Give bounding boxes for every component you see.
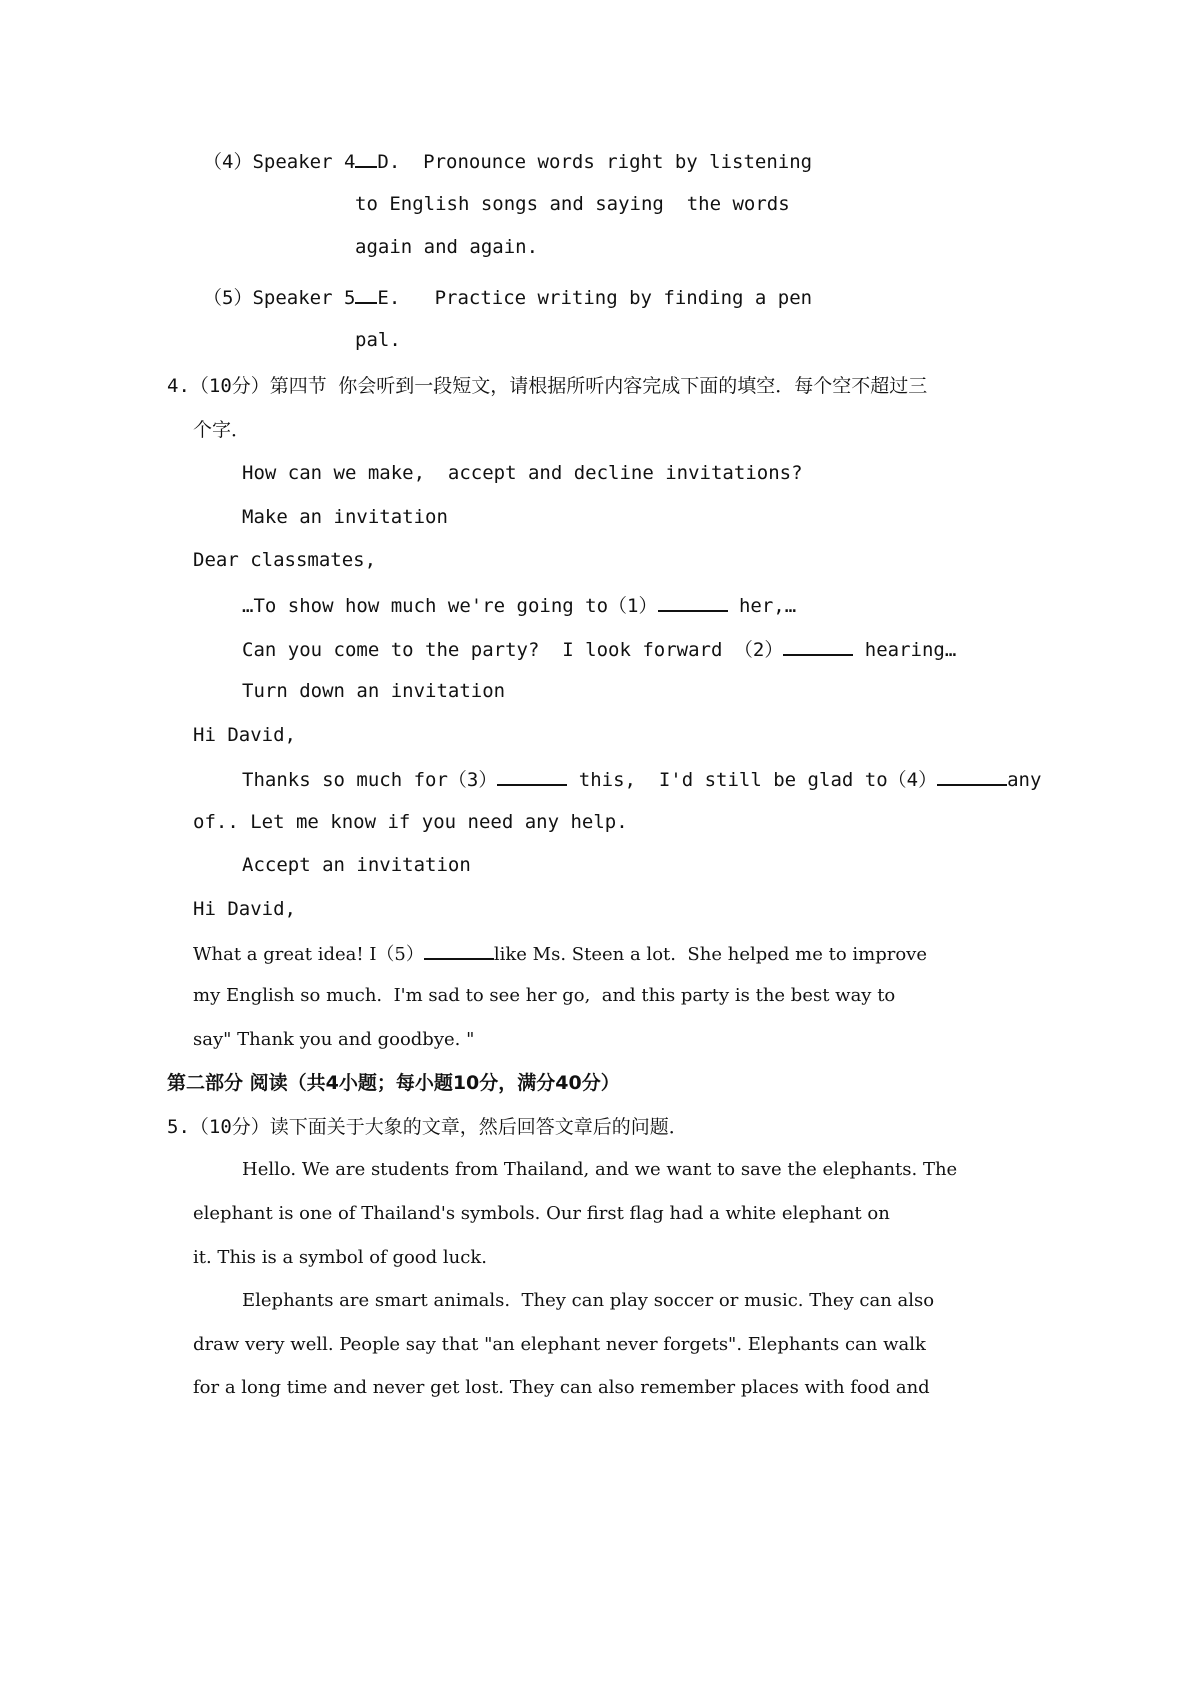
answer-blank-1[interactable] [658, 592, 728, 612]
part2-heading: 第二部分 阅读（共4小题；每小题10分，满分40分） [167, 1072, 620, 1094]
speaker4-label: （4）Speaker 4 [203, 151, 356, 173]
q5-header: 5.（10分）读下面关于大象的文章，然后回答文章后的问题． [167, 1116, 688, 1138]
speaker4-option-letter: D. [377, 151, 401, 173]
q4-line-5-pre: What a great idea! I（5） [193, 944, 424, 965]
q4-header-line2: 个字． [193, 419, 251, 441]
answer-blank-2[interactable] [783, 636, 853, 656]
answer-blank-3[interactable] [497, 766, 567, 786]
q4-header-line1: 4.（10分）第四节 你会听到一段短文，请根据所听内容完成下面的填空．每个空不超过三 [167, 375, 928, 397]
speaker5-option-text: Practice writing by finding a pen [434, 287, 813, 309]
turn-down-heading: Turn down an invitation [242, 680, 506, 702]
q4-line-2-post: hearing… [853, 639, 957, 661]
speaker4-line [203, 148, 812, 174]
dear-classmates: Dear classmates, [193, 549, 377, 571]
speaker5-option-letter: E. [377, 287, 401, 309]
hi-david-1: Hi David, [193, 724, 296, 746]
q5-p2-line3: for a long time and never get lost. They can also remember places with food and [193, 1377, 930, 1398]
q4-line-7: say" Thank you and goodbye. " [193, 1029, 475, 1050]
answer-blank-5[interactable] [424, 940, 494, 960]
accept-heading: Accept an invitation [242, 854, 471, 876]
speaker5-line [203, 284, 812, 310]
q4-title: How can we make, accept and decline invitations? [242, 462, 803, 484]
speaker5-option-line2: pal. [355, 329, 401, 351]
speaker4-option-line3: again and again. [355, 236, 539, 258]
q4-line-3-mid: this, I'd still be glad to（4） [567, 769, 938, 791]
q5-p1-line1: Hello. We are students from Thailand, and we want to save the elephants. The [242, 1159, 958, 1180]
speaker5-label: （5）Speaker 5 [203, 287, 356, 309]
answer-blank-speaker5[interactable] [355, 284, 377, 304]
make-invitation-heading: Make an invitation [242, 506, 448, 528]
q4-line-2-pre: Can you come to the party? I look forward （2） [242, 639, 784, 661]
answer-blank-speaker4[interactable] [355, 148, 377, 168]
q4-line-5 [193, 940, 927, 967]
speaker4-option-line2: to English songs and saying the words [355, 193, 790, 215]
q4-line-3 [242, 766, 1041, 792]
q4-line-6: my English so much. I'm sad to see her go, and this party is the best way to [193, 985, 896, 1006]
q4-line-4: of.. Let me know if you need any help. [193, 811, 628, 833]
speaker4-option-text: Pronounce words right by listening [423, 151, 813, 173]
q5-p1-line2: elephant is one of Thailand's symbols. Our first flag had a white elephant on [193, 1203, 890, 1224]
answer-blank-4[interactable] [937, 766, 1007, 786]
q4-line-2 [242, 636, 956, 662]
q5-p2-line1: Elephants are smart animals. They can play soccer or music. They can also [242, 1290, 935, 1311]
q4-line-5-post: like Ms. Steen a lot. She helped me to improve [493, 944, 927, 965]
q4-line-1 [242, 592, 796, 618]
hi-david-2: Hi David, [193, 898, 296, 920]
q4-line-1-post: her,… [727, 595, 797, 617]
q5-p1-line3: it. This is a symbol of good luck. [193, 1247, 487, 1268]
q4-line-3-pre: Thanks so much for（3） [242, 769, 498, 791]
q4-line-1-pre: …To show how much we're going to（1） [242, 595, 658, 617]
q4-line-3-post: any [1007, 769, 1042, 791]
q5-p2-line2: draw very well. People say that "an elephant never forgets". Elephants can walk [193, 1334, 926, 1355]
